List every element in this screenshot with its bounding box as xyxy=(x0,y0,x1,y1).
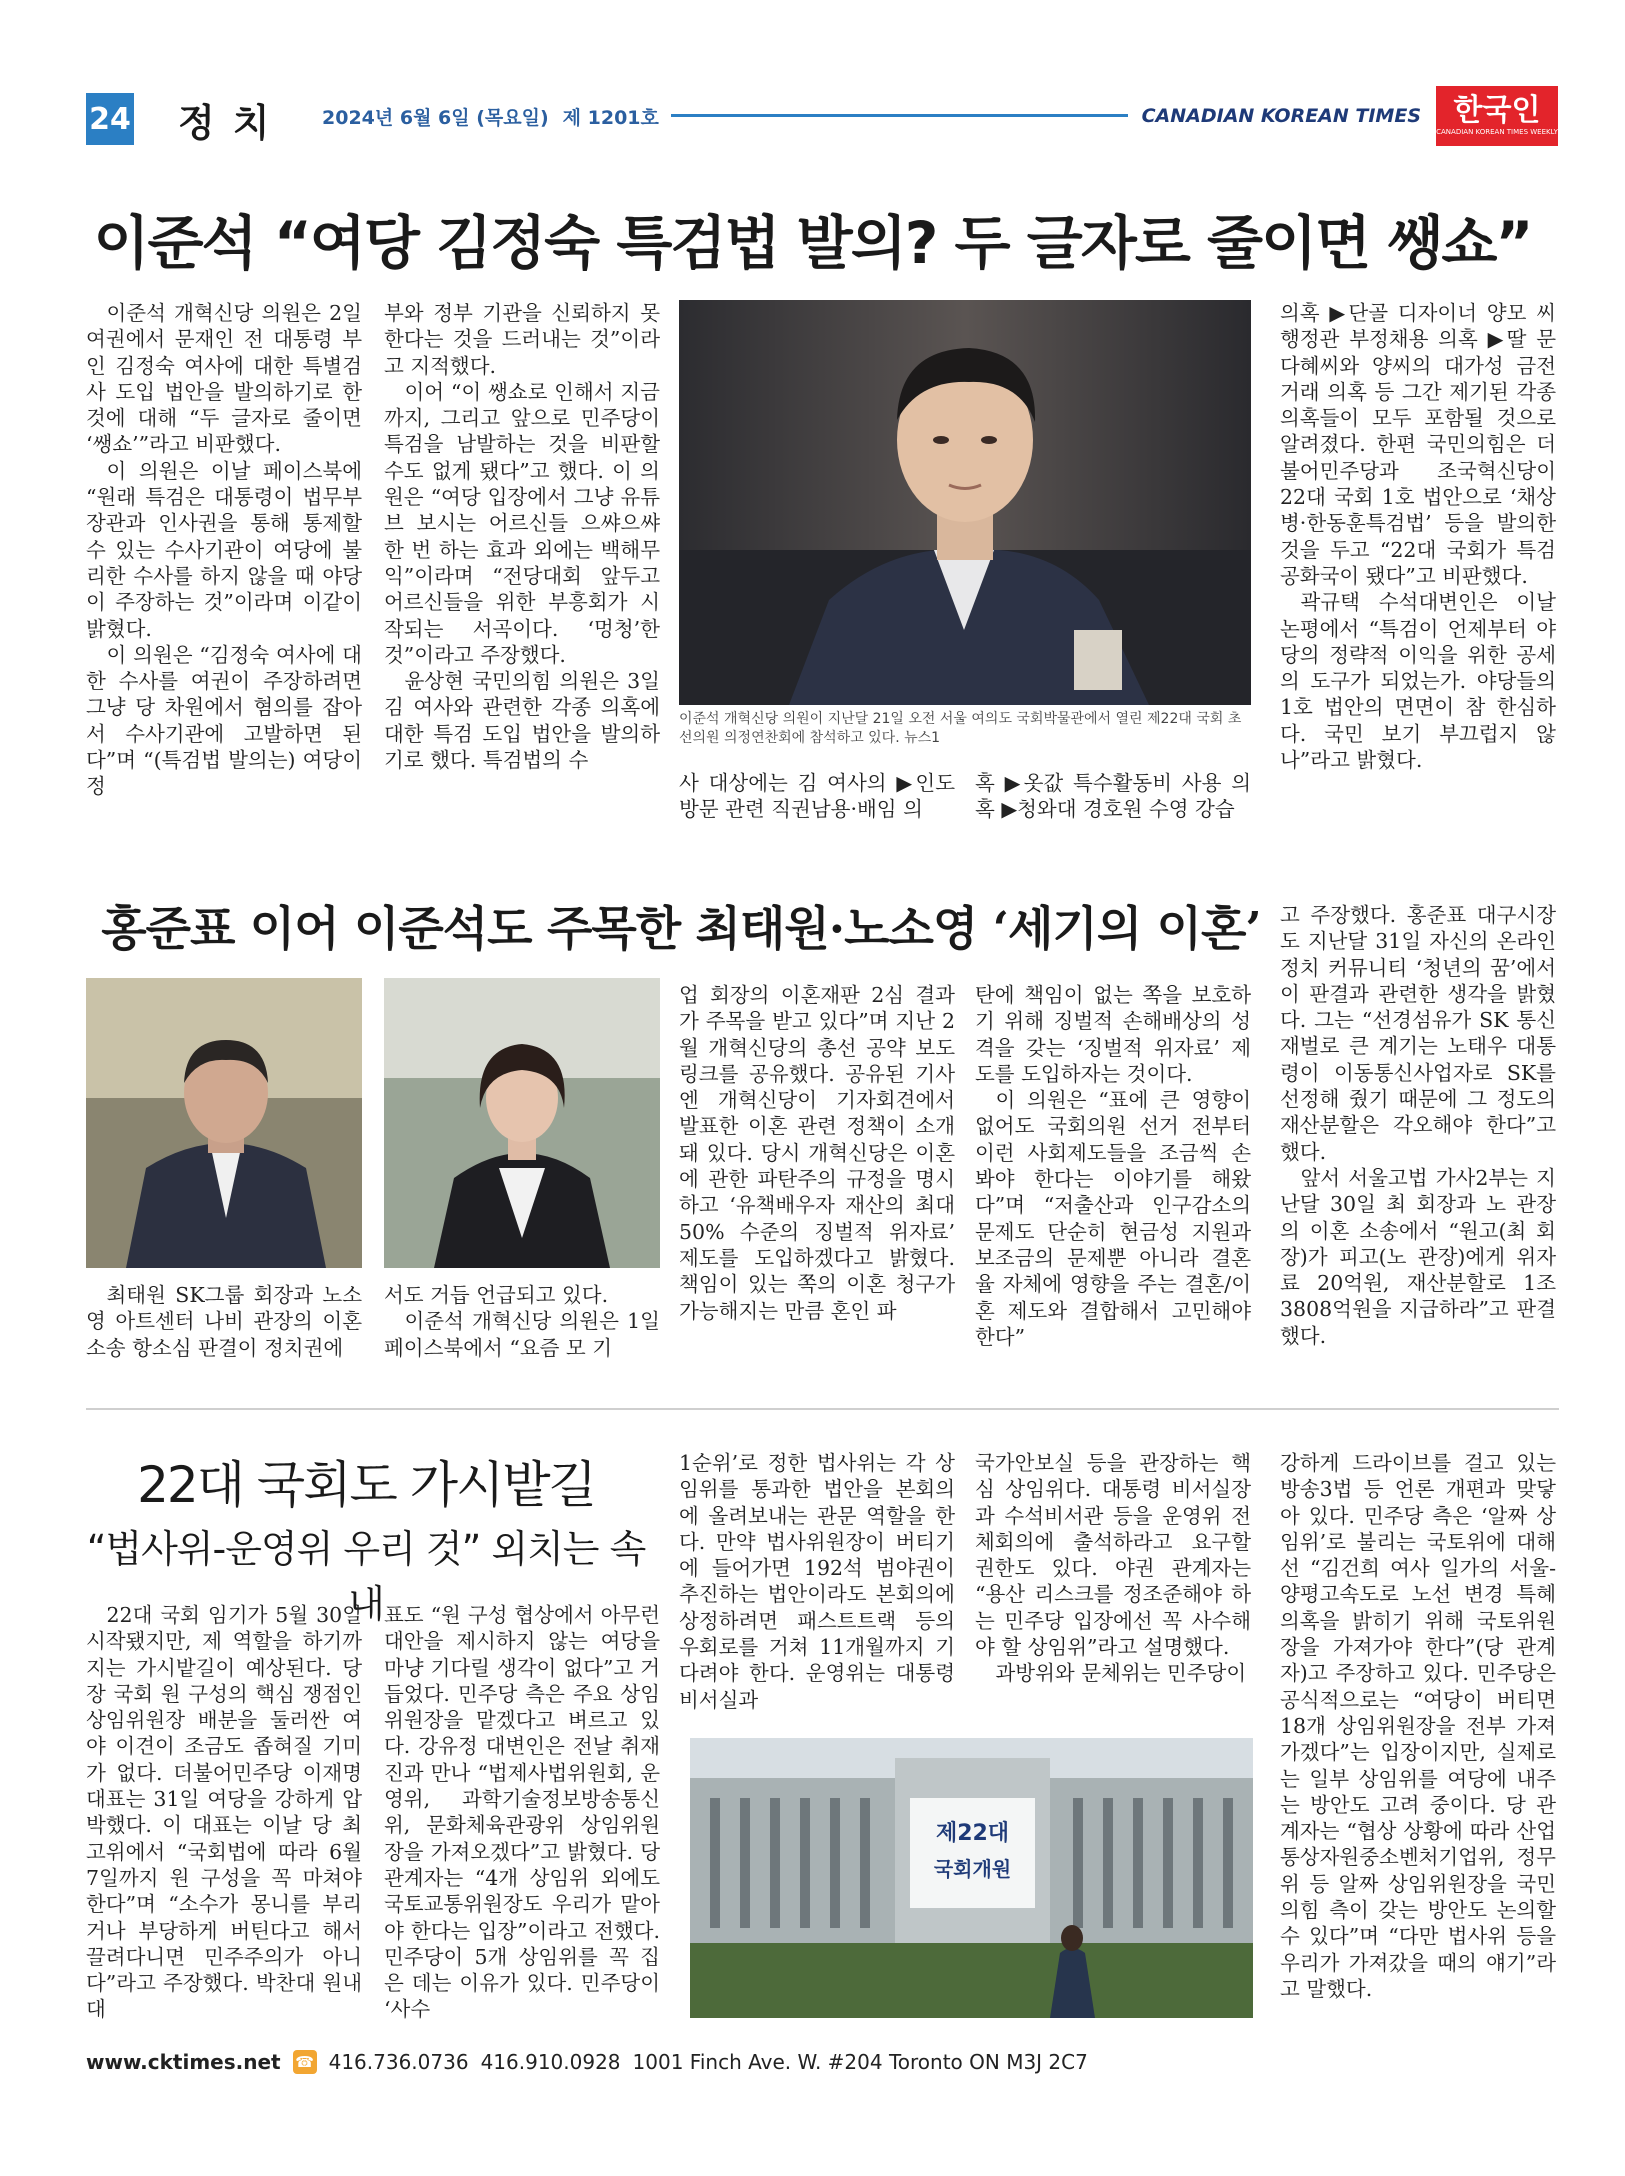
section-divider xyxy=(86,1408,1559,1410)
article1-para: 이어 “이 쌩쇼로 인해서 지금까지, 그리고 앞으로 민주당이 특검을 남발하는 것을 비판할 수도 없게 됐다”고 했다. 이 의원은 “여당 입장에서 그냥 유튜브 보시는 어르신들 으쌰으쌰 한 번 하는 효과 외에는 백해무익”이라며 “전당대회 앞두고 어르신들을 위한 부흥회가 시작되는 서곡이다. ‘멍청’한 것”이라고 주장했다. xyxy=(384,379,660,667)
banner-line-2: 국회개원 xyxy=(933,1857,1012,1881)
article1-column-1 xyxy=(86,300,362,830)
page-number: 24 xyxy=(86,93,134,145)
article2-column-5 xyxy=(1280,902,1556,1384)
article2-column-2 xyxy=(384,1282,660,1392)
chairman-photo-image xyxy=(86,978,362,1268)
article1-photo xyxy=(679,300,1251,705)
article3-para: 국가안보실 등을 관장하는 핵심 상임위다. 대통령 비서실장과 수석비서관 등을 운영위 전체회의에 출석하라고 요구할 권한도 있다. 야권 관계자는 “용산 리스크를 정조준해야 하는 민주당 입장에선 꼭 사수해야 할 상임위”라고 설명했다. xyxy=(975,1451,1251,1660)
article2-column-4 xyxy=(975,982,1251,1384)
article1-para: 의혹 ▶단골 디자이너 양모 씨 행정관 부정채용 의혹 ▶딸 문다혜씨와 양씨의 대가성 금전거래 의혹 등 그간 제기된 각종 의혹들이 모두 포함될 것으로 알려졌다. 한편 국민의힘은 더불어민주당과 조국혁신당이 22대 국회 1호 법안으로 ‘채상병·한동훈특검법’ 등을 발의한 것을 두고 “22대 국회가 특검 공화국이 됐다”고 비판했다. xyxy=(1280,301,1556,588)
article2-para: 고 주장했다. 홍준표 대구시장도 지난달 31일 자신의 온라인 정치 커뮤니티 ‘청년의 꿈’에서 이 판결과 관련한 생각을 밝혔다. 그는 “선경섬유가 SK 통신재벌로 큰 계기는 노태우 대통령이 이동통신사업자로 SK를 선정해 줬기 때문에 그 정도의 재산분할은 각오해야 한다”고 했다. xyxy=(1280,903,1556,1164)
article2-column-3 xyxy=(679,982,955,1384)
footer-address: 1001 Finch Ave. W. #204 Toronto ON M3J 2C7 xyxy=(632,2050,1088,2074)
phone-icon: ☎ xyxy=(293,2050,317,2074)
article3-para: 강하게 드라이브를 걸고 있는 방송3법 등 언론 개편과 맞닿아 있다. 민주당 측은 ‘알짜 상임위’로 불리는 국토위에 대해선 “김건희 여사 일가의 서울-양평고속도로 노선 변경 특혜 의혹을 밝히기 위해 국토위원장을 가져가야 한다”(당 관계자)고 주장하고 있다. 민주당은 공식적으로는 “여당이 버티면 18개 상임위원장을 전부 가져가겠다”는 입장이지만, 실제로는 일부 상임위를 여당에 내주는 방안도 고려 중이다. 당 관계자는 “협상 상황에 따라 산업통상자원중소벤처기업위, 정무위 등 알짜 상임위원장을 국민의힘 측이 갖는 방안도 논의할 수 있다”며 “다만 법사위 등을 우리가 가져갔을 때의 얘기”라고 말했다. xyxy=(1280,1451,1556,2001)
article1-para: 혹 ▶옷값 특수활동비 사용 의혹 ▶청와대 경호원 수영 강습 xyxy=(975,771,1251,822)
article2-column-1 xyxy=(86,1282,362,1392)
article1-para: 이준석 개혁신당 의원은 2일 여권에서 문재인 전 대통령 부인 김정숙 여사에 대한 특별검사 도입 법안을 발의하기로 한 것에 대해 “두 글자로 줄이면 ‘쌩쇼’”라고 비판했다. xyxy=(86,301,362,457)
footer-phone-2: 416.910.0928 xyxy=(480,2050,621,2074)
article3-column-3 xyxy=(679,1450,955,1712)
building-banner xyxy=(915,1816,1030,1882)
footer-phone-1: 416.736.0736 xyxy=(328,2050,469,2074)
logo-main: 한국인 xyxy=(1453,93,1541,128)
article1-para: 이 의원은 이날 페이스북에 “원래 특검은 대통령이 법무부장관과 인사권을 통해 통제할 수 있는 수사기관이 여당에 불리한 수사를 하지 않을 때 야당이 주장하는 것”이라며 이같이 밝혔다. xyxy=(86,458,362,641)
article3-headline: 22대 국회도 가시밭길 xyxy=(137,1456,595,1514)
article1-headline: 이준석 “여당 김정숙 특검법 발의? 두 글자로 줄이면 쌩쇼” xyxy=(93,209,1532,277)
article1-column-2 xyxy=(384,300,660,830)
article2-headline: 홍준표 이어 이준석도 주목한 최태원·노소영 ‘세기의 이혼’ xyxy=(101,902,1261,957)
article2-photo-right xyxy=(384,978,660,1268)
article3-para: 22대 국회 임기가 5월 30일 시작됐지만, 제 역할을 하기까지는 가시밭길이 예상된다. 당장 국회 원 구성의 핵심 쟁점인 상임위원장 배분을 둘러싼 여야 이견이 조금도 좁혀질 기미가 없다. 더불어민주당 이재명 대표는 31일 여당을 강하게 압박했다. 이 대표는 이날 당 최고위에서 “국회법에 따라 6월 7일까지 원 구성을 꼭 마쳐야 한다”며 “소수가 몽니를 부리거나 부당하게 버틴다고 해서 끌려다니면 민주주의가 아니다”라고 주장했다. 박찬대 원내대 xyxy=(86,1603,362,2022)
masthead-bar xyxy=(316,96,1421,136)
article3-column-1 xyxy=(86,1602,362,2022)
article1-para: 사 대상에는 김 여사의 ▶인도 방문 관련 직권남용·배임 의 xyxy=(679,771,955,822)
article2-para: 최태원 SK그룹 회장과 노소영 아트센터 나비 관장의 이혼 소송 항소심 판결이 정치권에 xyxy=(86,1283,362,1360)
article3-column-2 xyxy=(384,1602,660,2022)
section-title: 정치 xyxy=(178,101,288,145)
article1-para: 윤상현 국민의힘 의원은 3일 김 여사와 관련한 각종 의혹에 대한 특검 도입 법안을 발의하기로 했다. 특검법의 수 xyxy=(384,669,660,773)
director-photo-image xyxy=(384,978,660,1268)
article2-para: 서도 거듭 언급되고 있다. xyxy=(384,1283,609,1307)
paper-name: CANADIAN KOREAN TIMES xyxy=(1128,105,1421,127)
page-footer xyxy=(86,2050,1088,2074)
article1-para: 곽규택 수석대변인은 이날 논평에서 “특검이 언제부터 야당의 정략적 이익을 위한 공세의 도구가 되었는가. 야당들의 1호 법안의 면면이 참 한심하다. 국민 보기 부끄럽지 않나”라고 밝혔다. xyxy=(1280,590,1556,773)
issue-number: 제 1201호 xyxy=(563,103,671,130)
article1-para: 부와 정부 기관을 신뢰하지 못한다는 것을 드러내는 것”이라고 지적했다. xyxy=(384,301,660,378)
article1-column-5 xyxy=(1280,300,1556,830)
article1-column-4 xyxy=(975,770,1251,830)
article2-para: 앞서 서울고법 가사2부는 지난달 30일 최 회장과 노 관장의 이혼 소송에서 “원고(최 회장)가 피고(노 관장)에게 위자료 20억원, 재산분할로 1조3808억원을 지급하라”고 판결했다. xyxy=(1280,1165,1556,1348)
article2-photo-left xyxy=(86,978,362,1268)
article2-para: 이 의원은 “표에 큰 영향이 없어도 국회의원 선거 전부터 이런 사회제도들을 조금씩 손봐야 한다는 이야기를 해왔다”며 “저출산과 인구감소의 문제도 단순히 현금성 지원과 보조금의 문제뿐 아니라 결혼율 자체에 영향을 주는 결혼/이혼 제도와 결합해서 고민해야 한다” xyxy=(975,1088,1251,1349)
banner-line-1: 제22대 xyxy=(935,1821,1010,1846)
article2-para: 탄에 책임이 없는 쪽을 보호하기 위해 징벌적 손해배상의 성격을 갖는 ‘징벌적 위자료’ 제도를 도입하자는 것이다. xyxy=(975,983,1251,1086)
article3-photo xyxy=(690,1738,1253,2018)
article1-para: 이 의원은 “김정숙 여사에 대한 수사를 여권이 주장하려면 그냥 당 차원에서 혐의를 잡아서 수사기관에 고발하면 된다”며 “(특검법 발의는) 여당이 정 xyxy=(86,642,362,799)
article3-para: 표도 “원 구성 협상에서 아무런 대안을 제시하지 않는 여당을 마냥 기다릴 생각이 없다”고 거듭었다. 민주당 측은 주요 상임위원장을 맡겠다고 벼르고 있다. 강유정 대변인은 전날 취재진과 만나 “법제사법위원회, 운영위, 과학기술정보방송통신위, 문화체육관광위 상임위원장을 가져오겠다”고 밝혔다. 당 관계자는 “4개 상임위 외에도 국토교통위원장도 우리가 맡아야 한다는 입장”이라고 전했다. 민주당이 5개 상임위를 꼭 집은 데는 이유가 있다. 민주당이 ‘사수 xyxy=(384,1603,660,2022)
article3-column-5 xyxy=(1280,1450,1556,2022)
footer-url[interactable]: www.cktimes.net xyxy=(86,2050,281,2074)
article2-para: 이준석 개혁신당 의원은 1일 페이스북에서 “요즘 모 기 xyxy=(384,1309,660,1360)
logo-sub: CANADIAN KOREAN TIMES WEEKLY xyxy=(1436,128,1558,136)
article2-para: 업 회장의 이혼재판 2심 결과가 주목을 받고 있다”며 지난 2월 개혁신당의 총선 공약 보도 링크를 공유했다. 공유된 기사엔 개혁신당이 기자회견에서 발표한 이혼 관련 정책이 소개돼 있다. 당시 개혁신당은 이혼에 관한 파탄주의 규정을 명시하고 ‘유책배우자 재산의 최대 50% 수준의 징벌적 위자료’ 제도를 도입하겠다고 밝혔다. 책임이 있는 쪽의 이혼 청구가 가능해지는 만큼 혼인 파 xyxy=(679,983,955,1323)
article3-subheadline: “법사위-운영위 우리 것” 외치는 속내 xyxy=(86,1527,646,1626)
article3-column-4 xyxy=(975,1450,1251,1695)
article3-para: 1순위’로 정한 법사위는 각 상임위를 통과한 법안을 본회의에 올려보내는 관문 역할을 한다. 만약 법사위원장이 버티기에 들어가면 192석 범야권이 추진하는 법안이라도 본회의에 상정하려면 패스트트랙 등의 우회로를 거쳐 11개월까지 기다려야 한다. 운영위는 대통령비서실과 xyxy=(679,1451,955,1712)
article3-para: 과방위와 문체위는 민주당이 xyxy=(995,1661,1247,1686)
article1-column-3 xyxy=(679,770,955,830)
politician-portrait-image xyxy=(679,300,1251,705)
issue-date: 2024년 6월 6일 (목요일) xyxy=(316,103,563,130)
paper-logo xyxy=(1436,86,1558,146)
article1-photo-caption: 이준석 개혁신당 의원이 지난달 21일 오전 서울 여의도 국회박물관에서 열린 제22대 국회 초선의원 의정연찬회에 참석하고 있다. 뉴스1 xyxy=(679,711,1242,746)
